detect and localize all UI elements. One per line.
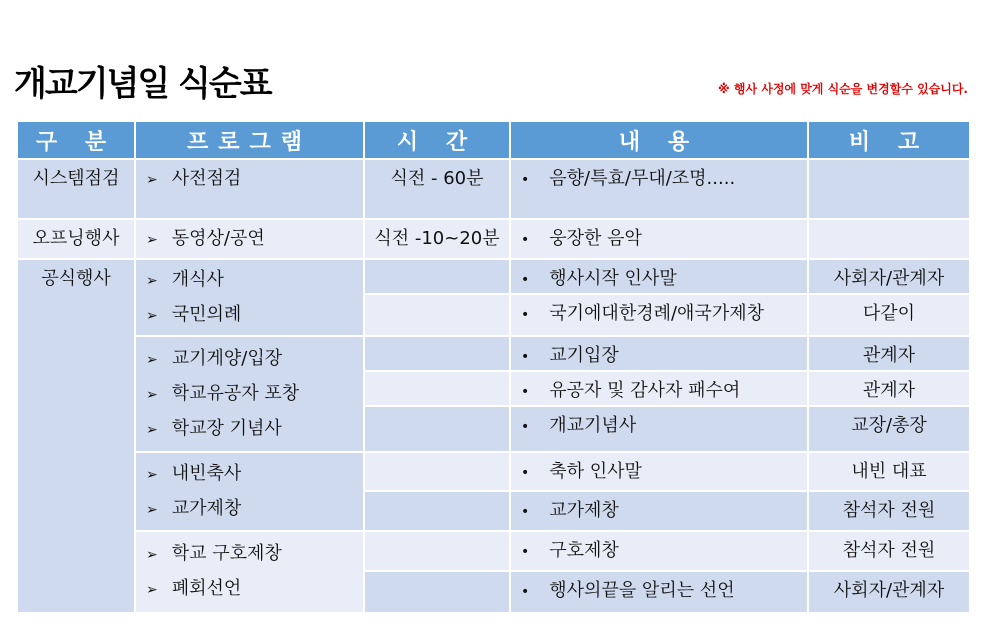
program-item: ➢ 폐회선언 — [146, 572, 363, 607]
table-row — [17, 159, 970, 219]
program-item: ➢ 내빈축사 — [146, 457, 363, 492]
note-cell: 사회자/관계자 — [808, 259, 970, 294]
note-cell: 관계자 — [808, 371, 970, 406]
notice-text: ※ 행사 사정에 맞게 식순을 변경할수 있습니다. — [718, 82, 968, 96]
category-cell: 공식행사 — [17, 259, 135, 613]
header-note: 비 고 — [808, 121, 970, 159]
program-item: ➢ 개식사 — [146, 263, 363, 298]
time-cell — [364, 571, 510, 613]
program-cell — [135, 259, 364, 336]
ceremony-schedule-table — [16, 120, 971, 614]
content-cell: • 구호제창 — [510, 531, 808, 571]
content-cell: • 유공자 및 감사자 패수여 — [510, 371, 808, 406]
header-category: 구 분 — [17, 121, 135, 159]
program-item: ➢ 국민의례 — [146, 298, 363, 333]
note-cell: 다같이 — [808, 294, 970, 336]
program-cell — [135, 452, 364, 531]
time-cell — [364, 371, 510, 406]
program-cell — [135, 219, 364, 259]
content-cell: • 음향/특효/무대/조명..... — [510, 159, 808, 219]
note-cell: 참석자 전원 — [808, 491, 970, 531]
time-cell — [364, 406, 510, 452]
table-row — [17, 219, 970, 259]
program-cell — [135, 336, 364, 452]
note-cell: 내빈 대표 — [808, 452, 970, 491]
table-row — [17, 259, 970, 294]
table-row — [17, 531, 970, 571]
program-item: ➢ 동영상/공연 — [146, 224, 363, 250]
header-content: 내 용 — [510, 121, 808, 159]
program-cell — [135, 531, 364, 613]
category-cell: 시스템점검 — [17, 159, 135, 219]
time-cell — [364, 259, 510, 294]
content-cell: • 행사의끝을 알리는 선언 — [510, 571, 808, 613]
program-item: ➢ 학교 구호제창 — [146, 537, 363, 572]
page-title: 개교기념일 식순표 — [14, 64, 271, 104]
program-item: ➢ 학교유공자 포창 — [146, 377, 363, 412]
time-cell — [364, 452, 510, 491]
program-cell — [135, 159, 364, 219]
note-cell: 사회자/관계자 — [808, 571, 970, 613]
note-cell: 교장/총장 — [808, 406, 970, 452]
time-cell — [364, 294, 510, 336]
content-cell: • 국기에대한경례/애국가제창 — [510, 294, 808, 336]
time-cell — [364, 491, 510, 531]
table-row — [17, 452, 970, 491]
content-cell: • 교기입장 — [510, 336, 808, 371]
content-cell: • 교가제창 — [510, 491, 808, 531]
content-cell: • 행사시작 인사말 — [510, 259, 808, 294]
header-program: 프로그램 — [135, 121, 364, 159]
note-cell — [808, 219, 970, 259]
note-cell: 관계자 — [808, 336, 970, 371]
content-cell: • 개교기념사 — [510, 406, 808, 452]
time-cell: 식전 -10~20분 — [364, 219, 510, 259]
header-time: 시 간 — [364, 121, 510, 159]
table-row — [17, 336, 970, 371]
program-item: ➢ 학교장 기념사 — [146, 412, 363, 447]
note-cell — [808, 159, 970, 219]
time-cell — [364, 336, 510, 371]
category-cell: 오프닝행사 — [17, 219, 135, 259]
time-cell — [364, 531, 510, 571]
note-cell: 참석자 전원 — [808, 531, 970, 571]
program-item: ➢ 교가제창 — [146, 492, 363, 527]
program-item: ➢ 교기게양/입장 — [146, 342, 363, 377]
content-cell: • 축하 인사말 — [510, 452, 808, 491]
program-item: ➢ 사전점검 — [146, 164, 363, 190]
content-cell: • 웅장한 음악 — [510, 219, 808, 259]
time-cell: 식전 - 60분 — [364, 159, 510, 219]
